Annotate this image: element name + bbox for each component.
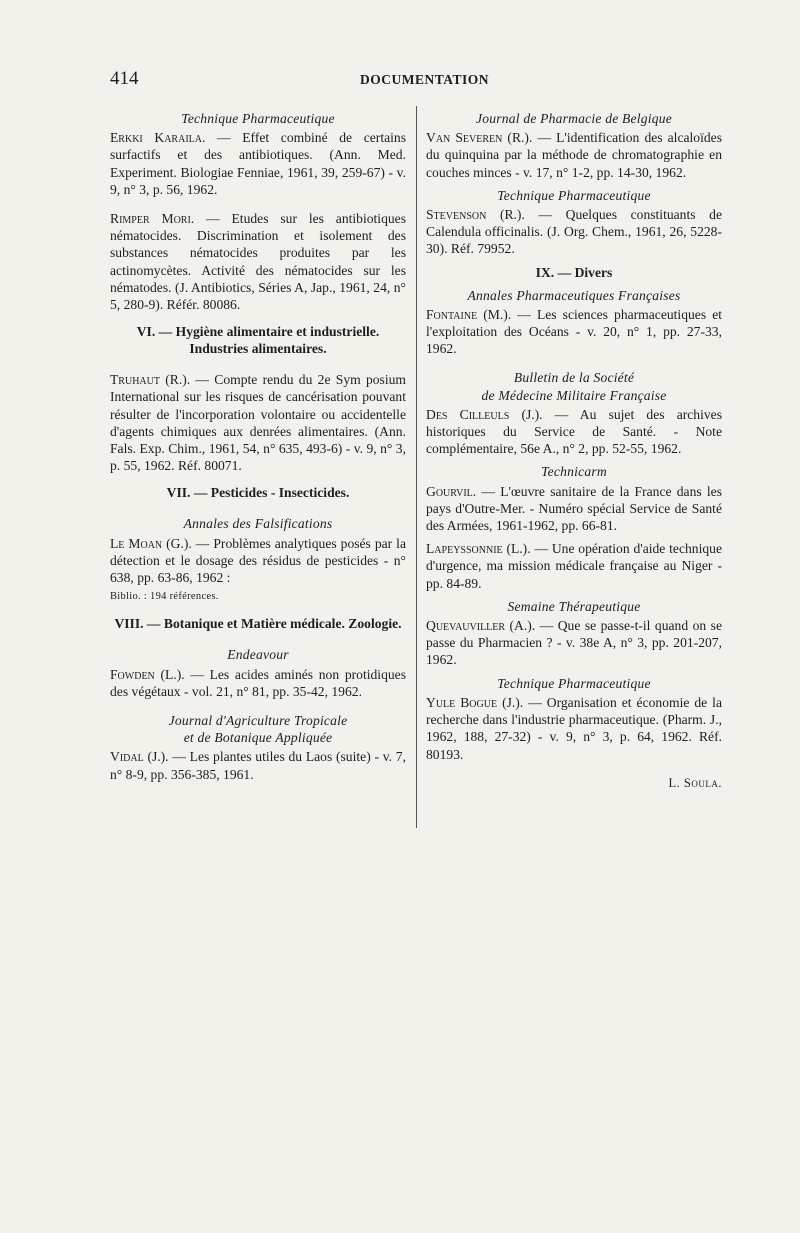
- bibliography-entry: [426, 306, 722, 358]
- left-column: [110, 110, 406, 789]
- journal-heading: Technique Pharmaceutique: [181, 111, 335, 126]
- entry-text: — Organisation et économie de la recherche dans l'industrie pharmaceutique. (Pharm. J., 1962, 188, 27-32) - v. 9, n° 3, p. 64, 1962. Réf. 80193.: [426, 694, 722, 762]
- entry-author: Vidal (J.).: [110, 749, 169, 765]
- entry-text: — Effet combiné de certains surfactifs et des antibiotiques. (Ann. Med. Experiment. Biologiae Fenniae, 1961, 39, 259-67) - v. 9, n° 3, p. 56, 1962.: [110, 130, 406, 197]
- right-column: [426, 110, 722, 792]
- entry-text: — Une opération d'aide technique d'urgence, ma mission médicale française au Niger - pp. 84-89.: [426, 541, 722, 591]
- page-header: [110, 68, 710, 92]
- entry-text: — L'œuvre sanitaire de la France dans les pays d'Outre-Mer. - Numéro spécial Service de Santé des Armées, 1961-1962, pp. 66-81.: [426, 483, 722, 534]
- entry-author: Erkki Karaila.: [110, 130, 206, 146]
- bibliography-entry: [426, 540, 722, 592]
- journal-heading: Semaine Thérapeutique: [507, 598, 641, 614]
- entry-author: Fontaine (M.).: [426, 306, 512, 322]
- entry-text: — Quelques constituants de Calendula officinalis. (J. Org. Chem., 1961, 26, 5228-30). Réf. 79952.: [426, 207, 722, 257]
- author-signature: L. Soula.: [668, 775, 722, 790]
- bibliography-entry: [426, 206, 722, 258]
- section-heading: VIII. — Botanique et Matière médicale. Zoologie.: [114, 616, 402, 632]
- journal-heading: Technicarm: [541, 464, 607, 480]
- entry-text: — Les plantes utiles du Laos (suite) - v. 7, n° 8-9, pp. 356-385, 1961.: [110, 749, 406, 782]
- bibliography-entry: [426, 483, 722, 535]
- bibliography-entry: [110, 748, 406, 782]
- journal-heading: Technique Pharmaceutique: [497, 187, 651, 203]
- entry-author: Lapeyssonnie (L.).: [426, 541, 531, 557]
- page-number: 414: [110, 68, 139, 89]
- entry-text: — Au sujet des archives historiques du Service de Santé. - Note complémentaire, 56e A., n° 2, pp. 52-55, 1962.: [426, 406, 722, 457]
- entry-text: — Que se passe-t-il quand on se passe du Pharmacien ? - v. 38e A, n° 3, pp. 201-207, 1962.: [426, 618, 722, 668]
- bibliography-entry: [426, 694, 722, 763]
- column-divider: [416, 106, 417, 828]
- entry-author: Stevenson (R.).: [426, 207, 525, 223]
- bibliography-entry: [426, 406, 722, 458]
- bibliography-entry: [426, 129, 722, 181]
- journal-heading: Journal d'Agriculture Tropicale et de Botanique Appliquée: [168, 713, 348, 746]
- journal-heading: Endeavour: [227, 647, 289, 663]
- entry-text: — Les acides aminés non protidiques des végétaux - vol. 21, n° 81, pp. 35-42, 1962.: [110, 666, 407, 699]
- entry-author: Rimper Mori.: [110, 211, 195, 227]
- journal-heading: Annales Pharmaceutiques Françaises: [467, 287, 681, 303]
- entry-author: Fowden (L.).: [110, 666, 185, 682]
- entry-text: — Les sciences pharmaceutiques et l'exploitation des Océans - v. 20, n° 1, pp. 27-33, 1962.: [426, 306, 722, 357]
- entry-author: Truhaut (R.).: [110, 372, 191, 388]
- entry-text: — Etudes sur les antibiotiques nématocides. Discrimination et isolement des substances nématocides produites par les actinomycètes. Activité des nématocides sur les nématodes. (J. Antibiotics, Séries A, Jap., 1961, 24, n° 5, 280-9). Référ. 80086.: [110, 211, 407, 313]
- journal-heading: Journal de Pharmacie de Belgique: [476, 111, 672, 126]
- entry-text: — Compte rendu du 2e Sym posium International sur les risques de cancérisation pouvant résulter de l'incorporation volontaire ou accidentelle d'agents chimiques aux denrées alimentaires. (Ann. Fals. Exp. Chim., 1961, 54, n° 635, 493-6) - v. 9, n° 3, p. 55, 1962. Réf. 80071.: [110, 372, 406, 474]
- entry-author: Quevauviller (A.).: [426, 618, 536, 634]
- bibliography-note: Biblio. : 194 références.: [110, 591, 219, 603]
- bibliography-entry: [110, 666, 406, 700]
- entry-author: Yule Bogue (J.).: [426, 694, 524, 710]
- entry-author: Le Moan (G.).: [110, 535, 192, 551]
- bibliography-entry: [110, 371, 406, 474]
- entry-author: Van Severen (R.).: [426, 130, 533, 146]
- section-heading: VII. — Pesticides - Insecticides.: [166, 485, 350, 501]
- running-head: DOCUMENTATION: [360, 72, 490, 87]
- entry-author: Gourvil.: [426, 483, 477, 499]
- section-heading: IX. — Divers: [535, 264, 613, 280]
- journal-heading: Annales des Falsifications: [183, 516, 333, 532]
- bibliography-entry: [426, 617, 722, 669]
- bibliography-entry: [110, 210, 406, 313]
- entry-text: — Problèmes analytiques posés par la détection et le dosage des résidus de pesticides - n° 638, pp. 63-86, 1962 :: [110, 535, 406, 586]
- journal-heading: Technique Pharmaceutique: [497, 675, 651, 691]
- entry-author: Des Cilleuls (J.).: [426, 406, 543, 422]
- entry-text: — L'identification des alcaloïdes du quinquina par la méthode de chromatographie en couches minces - v. 17, n° 1-2, pp. 14-30, 1962.: [426, 130, 722, 180]
- bibliography-entry: [110, 535, 406, 587]
- journal-heading: Bulletin de la Société de Médecine Militaire Française: [481, 370, 667, 403]
- bibliography-entry: [110, 129, 406, 198]
- section-heading: VI. — Hygiène alimentaire et industrielle. Industries alimentaires.: [136, 324, 380, 357]
